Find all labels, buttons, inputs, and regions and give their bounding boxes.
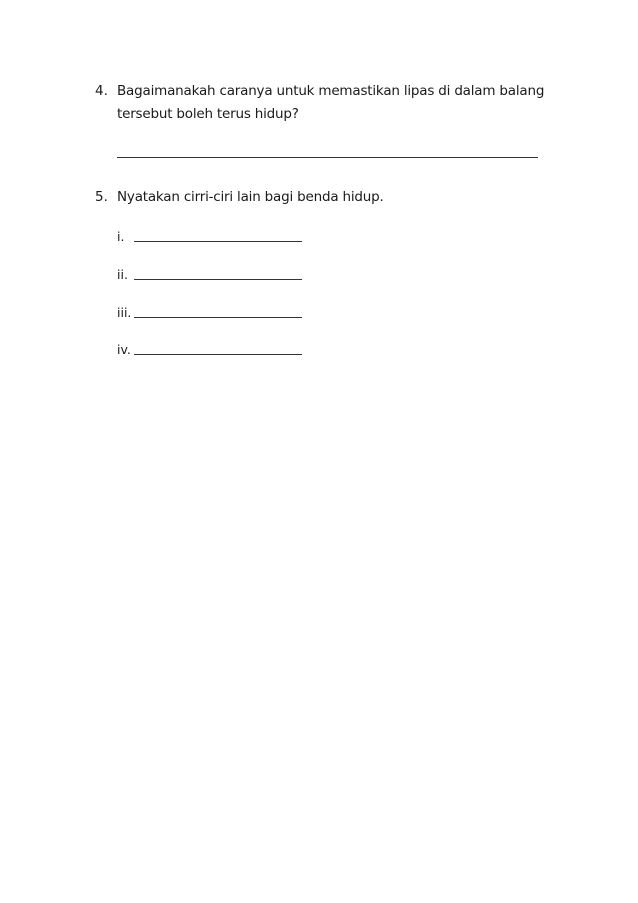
item-3-answer-line[interactable] xyxy=(134,317,302,318)
question-5-number: 5. xyxy=(95,189,108,205)
item-1-label: i. xyxy=(117,229,125,244)
question-5-text: Nyatakan cirri-ciri lain bagi benda hidup. xyxy=(117,189,384,205)
question-5-item-4 xyxy=(0,342,638,362)
item-1-answer-line[interactable] xyxy=(134,241,302,242)
item-4-label: iv. xyxy=(117,342,131,357)
question-5-item-1 xyxy=(0,229,638,249)
question-5-item-2 xyxy=(0,267,638,287)
question-5-item-3 xyxy=(0,305,638,325)
question-4-text: Bagaimanakah caranya untuk memastikan lipas di dalam balang tersebut boleh terus hidup? xyxy=(117,83,545,122)
item-3-label: iii. xyxy=(117,305,132,320)
item-2-answer-line[interactable] xyxy=(134,279,302,280)
question-4-number: 4. xyxy=(95,83,108,99)
item-4-answer-line[interactable] xyxy=(134,354,302,355)
question-4-answer-line[interactable] xyxy=(117,157,538,158)
item-2-label: ii. xyxy=(117,267,128,282)
